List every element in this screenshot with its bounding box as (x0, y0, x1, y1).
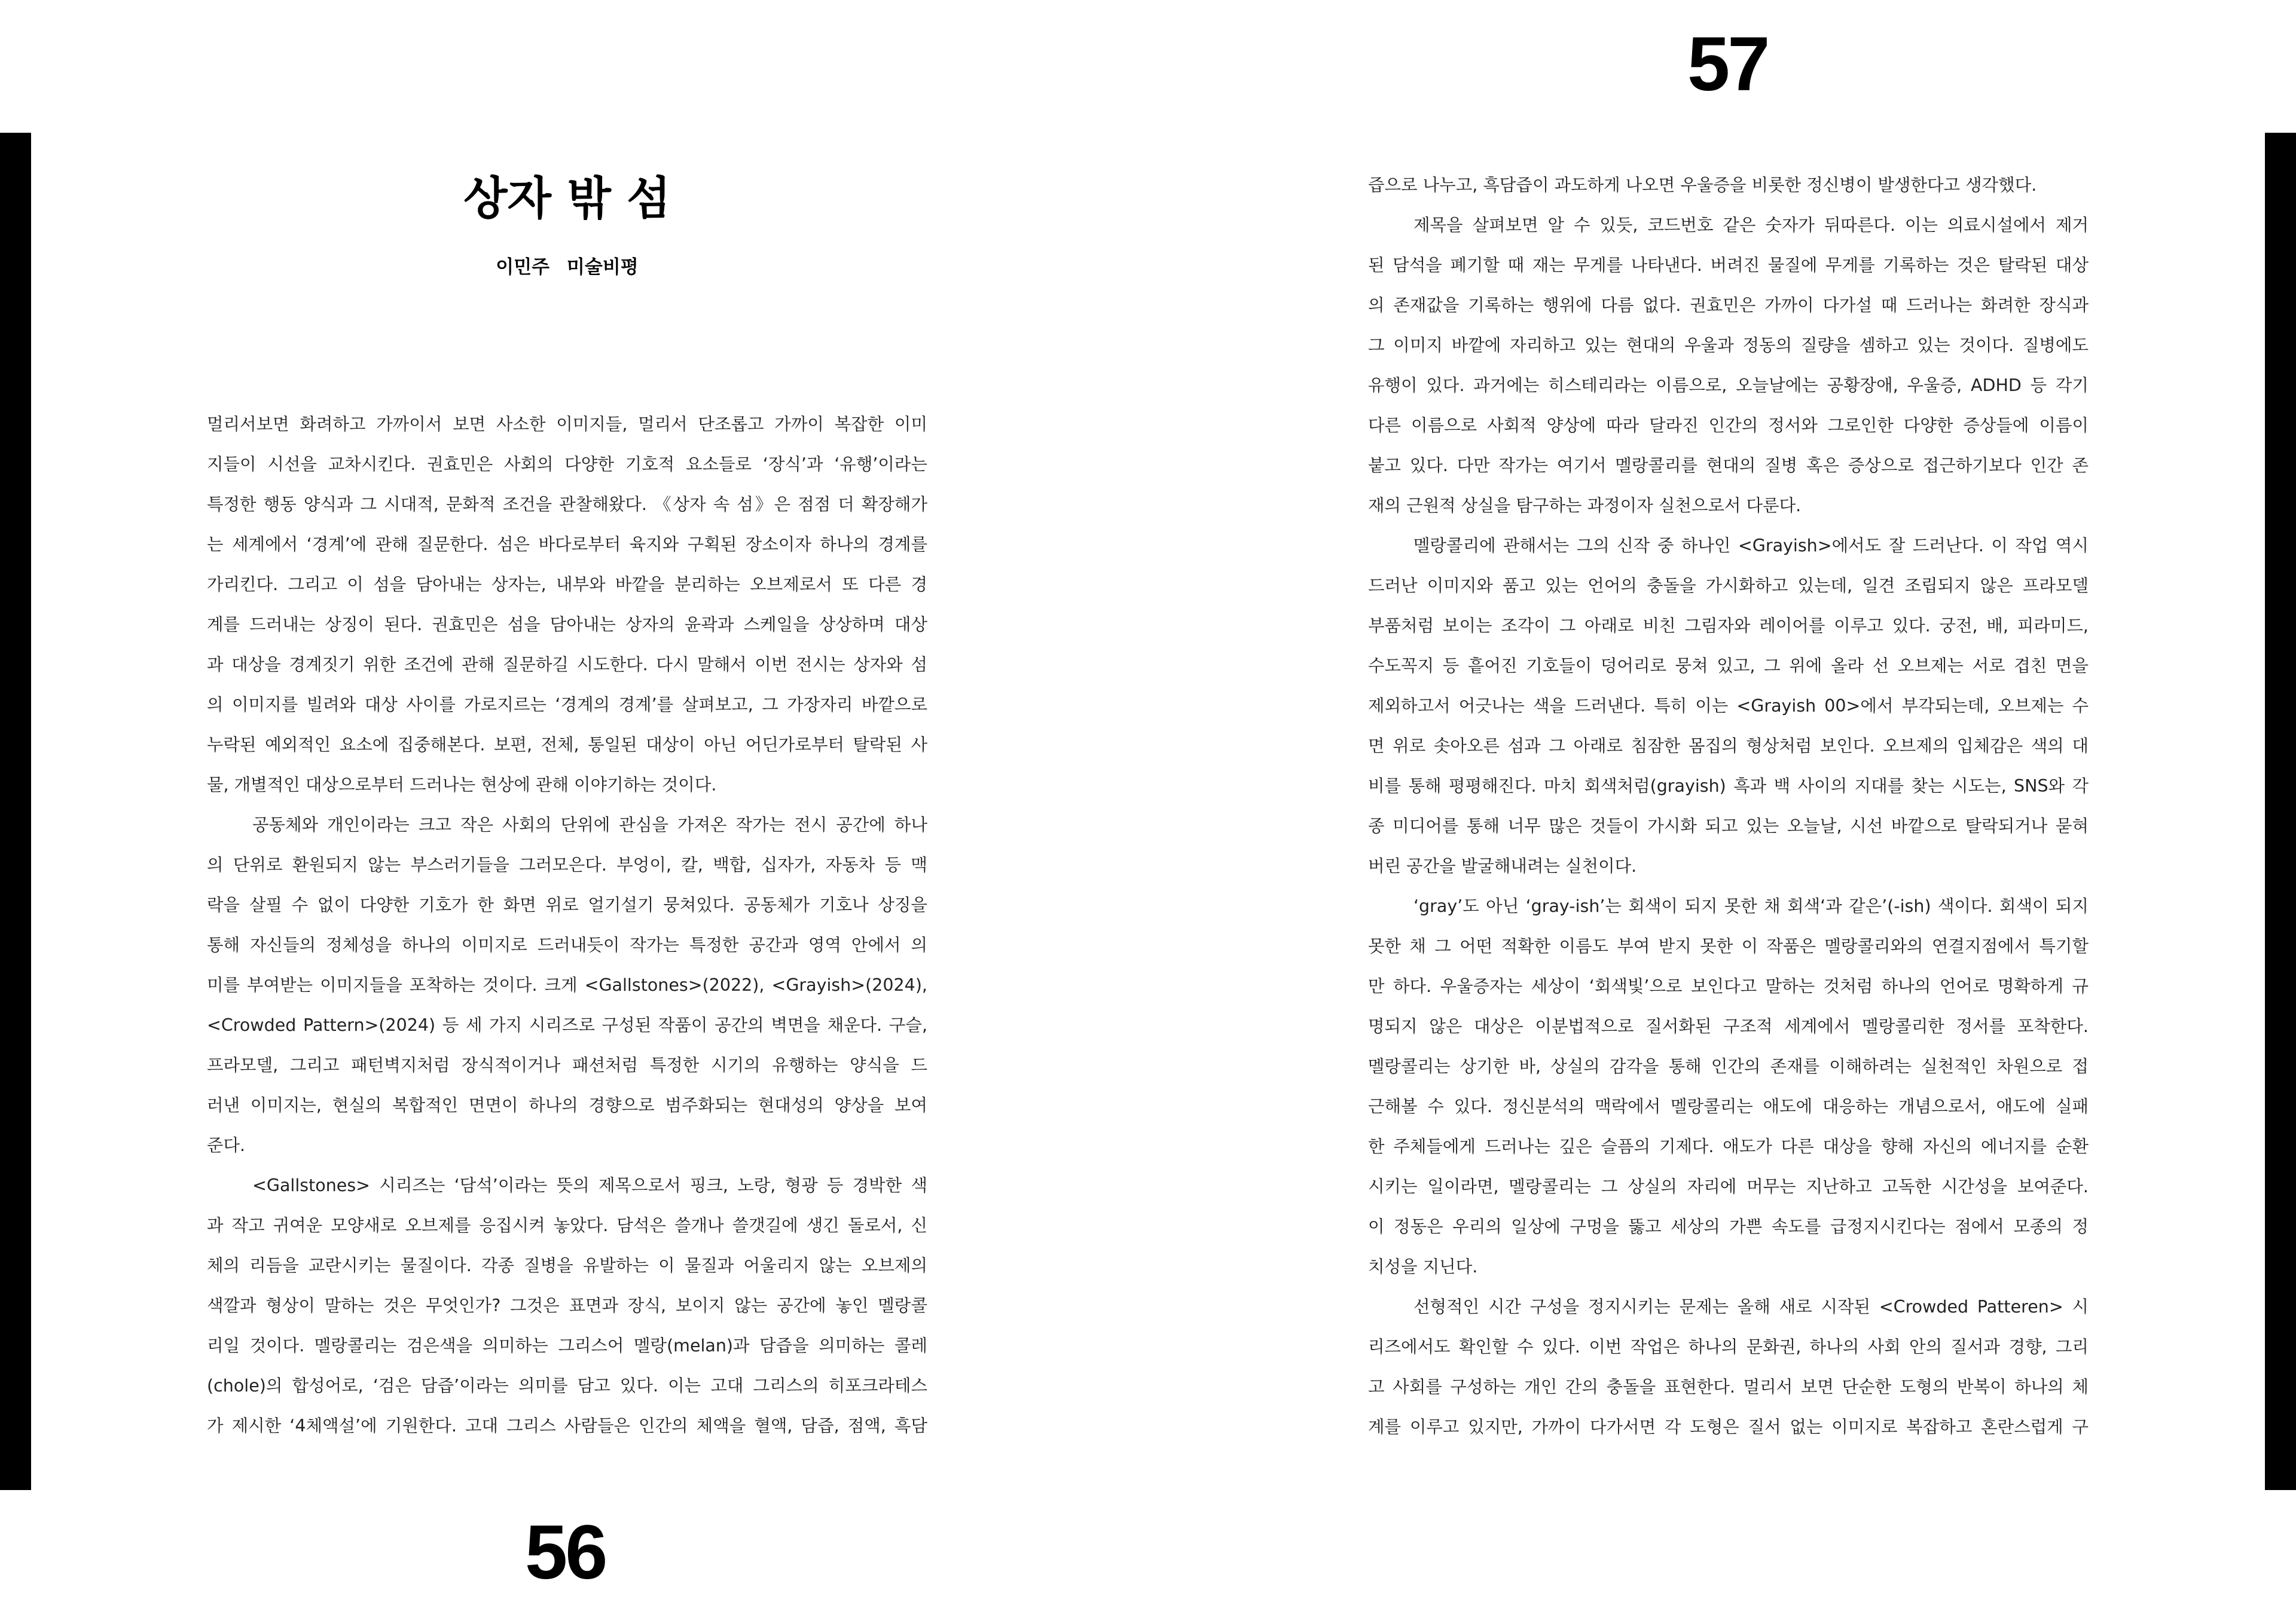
text-line: (chole)의 합성어로, ‘검은 담즙’이라는 의미를 담고 있다. 이는 고대 그리스의 히포크라테스 (207, 1376, 927, 1396)
text-line: 즙으로 나누고, 흑담즙이 과도하게 나오면 우울증을 비롯한 정신병이 발생한다고 생각했다. (1368, 175, 2037, 195)
text-line: 드러난 이미지와 품고 있는 언어의 충돌을 가시화하고 있는데, 일견 조립되지 않은 프라모델 (1368, 576, 2089, 596)
text-line: 명되지 않은 대상은 이분법적으로 질서화된 구조적 세계에서 멜랑콜리한 정서를 포착한다. (1368, 1016, 2089, 1036)
text-line: 지들이 시선을 교차시킨다. 권효민은 사회의 다양한 기호적 요소들로 ‘장식’과 ‘유행’이라는 (207, 454, 927, 474)
text-line: 면 위로 솟아오른 섬과 그 아래로 침잠한 몸집의 형상처럼 보인다. 오브제의 입체감은 색의 대 (1368, 736, 2089, 756)
text-line: 물, 개별적인 대상으로부터 드러나는 현상에 관해 이야기하는 것이다. (207, 775, 717, 795)
text-line: 락을 살필 수 없이 다양한 기호가 한 화면 위로 얼기설기 뭉쳐있다. 공동체가 기호나 상징을 (207, 895, 927, 915)
text-line: 리즈에서도 확인할 수 있다. 이번 작업은 하나의 문화권, 하나의 사회 안의 질서과 경향, 그리 (1368, 1337, 2089, 1357)
text-line: <Crowded Pattern>(2024) 등 세 가지 시리즈로 구성된 작품이 공간의 벽면을 채운다. 구슬, (207, 1015, 927, 1035)
text-line: 체의 리듬을 교란시키는 물질이다. 각종 질병을 유발하는 이 물질과 어울리지 않는 오브제의 (207, 1256, 927, 1275)
article-title: 상자 밖 섬 (463, 172, 671, 225)
text-line: <Gallstones> 시리즈는 ‘담석’이라는 뜻의 제목으로서 핑크, 노랑, 형광 등 경박한 색 (252, 1176, 927, 1195)
text-line: 준다. (207, 1135, 246, 1155)
text-line: 제외하고서 어긋나는 색을 드러낸다. 특히 이는 <Grayish 00>에서 부각되는데, 오브제는 수 (1368, 696, 2089, 716)
text-line: 프라모델, 그리고 패턴벽지처럼 장식적이거나 패션처럼 특정한 시기의 유행하는 양식을 드 (207, 1055, 927, 1075)
text-line: 멀리서보면 화려하고 가까이서 보면 사소한 이미지들, 멀리서 단조롭고 가까이 복잡한 이미 (207, 414, 927, 434)
text-line: 부품처럼 보이는 조각이 그 아래로 비친 그림자와 레이어를 이루고 있다. 궁전, 배, 피라미드, (1368, 616, 2089, 636)
text-line: 다른 이름으로 사회적 양상에 따라 달라진 인간의 정서와 그로인한 다양한 증상들에 이름이 (1368, 416, 2089, 435)
text-line: 한 주체들에게 드러나는 깊은 슬픔의 기제다. 애도가 다른 대상을 향해 자신의 에너지를 순환 (1368, 1137, 2089, 1156)
text-line: 된 담석을 폐기할 때 재는 무게를 나타낸다. 버려진 물질에 무게를 기록하는 것은 탈락된 대상 (1368, 255, 2089, 275)
text-line: 멜랑콜리는 상기한 바, 상실의 감각을 통해 인간의 존재를 이해하려는 실천적인 차원으로 접 (1368, 1057, 2089, 1076)
left-page-body (207, 404, 927, 1446)
left-page-number: 56 (525, 1510, 606, 1595)
text-line: 누락된 예외적인 요소에 집중해본다. 보편, 전체, 통일된 대상이 아닌 어딘가로부터 탈락된 사 (207, 735, 927, 755)
text-line: 통해 자신들의 정체성을 하나의 이미지로 드러내듯이 작가는 특정한 공간과 영역 안에서 의 (207, 935, 927, 955)
text-line: 색깔과 형상이 말하는 것은 무엇인가? 그것은 표면과 장식, 보이지 않는 공간에 놓인 멜랑콜 (207, 1296, 927, 1315)
text-line: 과 대상을 경계짓기 위한 조건에 관해 질문하길 시도한다. 다시 말해서 이번 전시는 상자와 섬 (207, 655, 927, 674)
text-line: 러낸 이미지는, 현실의 복합적인 면면이 하나의 경향으로 범주화되는 현대성의 양상을 보여 (207, 1095, 927, 1115)
text-line: 과 작고 귀여운 모양새로 오브제를 응집시켜 놓았다. 담석은 쓸개나 쓸갯길에 생긴 돌로서, 신 (207, 1216, 927, 1235)
byline (207, 252, 927, 282)
text-line: 의 단위로 환원되지 않는 부스러기들을 그러모은다. 부엉이, 칼, 백합, 십자가, 자동차 등 맥 (207, 855, 927, 875)
text-line: 의 이미지를 빌려와 대상 사이를 가로지르는 ‘경계의 경계’를 살펴보고, 그 가장자리 바깥으로 (207, 695, 927, 715)
article-category: 미술비평 (566, 257, 639, 278)
text-line: 그 이미지 바깥에 자리하고 있는 현대의 우울과 정동의 질량을 셈하고 있는 것이다. 질병에도 (1368, 335, 2089, 355)
text-line: 제목을 살펴보면 알 수 있듯, 코드번호 같은 숫자가 뒤따른다. 이는 의료시설에서 제거 (1413, 215, 2089, 235)
text-line: 계를 드러내는 상징이 된다. 권효민은 섬을 담아내는 상자의 윤곽과 스케일을 상상하며 대상 (207, 615, 927, 634)
text-line: 근해볼 수 있다. 정신분석의 맥락에서 멜랑콜리는 애도에 대응하는 개념으로서, 애도에 실패 (1368, 1097, 2089, 1116)
text-line: 는 세계에서 ‘경계’에 관해 질문한다. 섬은 바다로부터 육지와 구획된 장소이자 하나의 경계를 (207, 535, 927, 554)
text-line: 미를 부여받는 이미지들을 포착하는 것이다. 크게 <Gallstones>(2022), <Grayish>(2024), (207, 975, 927, 995)
left-edge-bar (0, 133, 31, 1490)
text-line: 수도꼭지 등 흩어진 기호들이 덩어리로 뭉쳐 있고, 그 위에 올라 선 오브제는 서로 겹친 면을 (1368, 656, 2089, 676)
text-line: 가 제시한 ‘4체액설’에 기원한다. 고대 그리스 사람들은 인간의 체액을 혈액, 담즙, 점액, 흑담 (207, 1416, 927, 1436)
text-line: 유행이 있다. 과거에는 히스테리라는 이름으로, 오늘날에는 공황장애, 우울증, ADHD 등 각기 (1368, 376, 2089, 395)
text-line: ‘gray’도 아닌 ‘gray-ish’는 회색이 되지 못한 채 회색‘과 같은’(-ish) 색이다. 회색이 되지 (1413, 896, 2089, 916)
text-line: 이 정동은 우리의 일상에 구멍을 뚫고 세상의 가쁜 속도를 급정지시킨다는 점에서 모종의 정 (1368, 1217, 2089, 1237)
text-line: 특정한 행동 양식과 그 시대적, 문화적 조건을 관찰해왔다. 《상자 속 섬》은 점점 더 확장해가 (207, 494, 927, 514)
text-line: 만 하다. 우울증자는 세상이 ‘회색빛’으로 보인다고 말하는 것처럼 하나의 언어로 명확하게 규 (1368, 976, 2089, 996)
right-page-number: 57 (1687, 22, 1768, 107)
text-line: 치성을 지닌다. (1368, 1257, 1478, 1277)
text-line: 가리킨다. 그리고 이 섬을 담아내는 상자는, 내부와 바깥을 분리하는 오브제로서 또 다른 경 (207, 575, 927, 594)
text-line: 계를 이루고 있지만, 가까이 다가서면 각 도형은 질서 없는 이미지로 복잡하고 혼란스럽게 구 (1368, 1417, 2089, 1437)
text-line: 고 사회를 구성하는 개인 간의 충돌을 표현한다. 멀리서 보면 단순한 도형의 반복이 하나의 체 (1368, 1377, 2089, 1397)
text-line: 시키는 일이라면, 멜랑콜리는 그 상실의 자리에 머무는 지난하고 고독한 시간성을 보여준다. (1368, 1177, 2089, 1196)
text-line: 종 미디어를 통해 너무 많은 것들이 가시화 되고 있는 오늘날, 시선 바깥으로 탈락되거나 묻혀 (1368, 816, 2089, 836)
text-line: 비를 통해 평평해진다. 마치 회색처럼(grayish) 흑과 백 사이의 지대를 찾는 시도는, SNS와 각 (1368, 776, 2089, 796)
right-page-body (1368, 165, 2089, 1447)
text-line: 선형적인 시간 구성을 정지시키는 문제는 올해 새로 시작된 <Crowded Patteren> 시 (1413, 1297, 2089, 1317)
author-name: 이민주 (496, 257, 550, 278)
text-line: 공동체와 개인이라는 크고 작은 사회의 단위에 관심을 가져온 작가는 전시 공간에 하나 (252, 815, 927, 835)
text-line: 멜랑콜리에 관해서는 그의 신작 중 하나인 <Grayish>에서도 잘 드러난다. 이 작업 역시 (1413, 536, 2089, 555)
text-line: 리일 것이다. 멜랑콜리는 검은색을 의미하는 그리스어 멜랑(melan)과 담즙을 의미하는 콜레 (207, 1336, 927, 1356)
text-line: 의 존재값을 기록하는 행위에 다름 없다. 권효민은 가까이 다가설 때 드러나는 화려한 장식과 (1368, 295, 2089, 315)
right-edge-bar (2265, 133, 2296, 1490)
text-line: 재의 근원적 상실을 탐구하는 과정이자 실천으로서 다룬다. (1368, 496, 1802, 515)
text-line: 붙고 있다. 다만 작가는 여기서 멜랑콜리를 현대의 질병 혹은 증상으로 접근하기보다 인간 존 (1368, 456, 2089, 475)
text-line: 버린 공간을 발굴해내려는 실천이다. (1368, 856, 1637, 876)
text-line: 못한 채 그 어떤 적확한 이름도 부여 받지 못한 이 작품은 멜랑콜리와의 연결지점에서 특기할 (1368, 936, 2089, 956)
